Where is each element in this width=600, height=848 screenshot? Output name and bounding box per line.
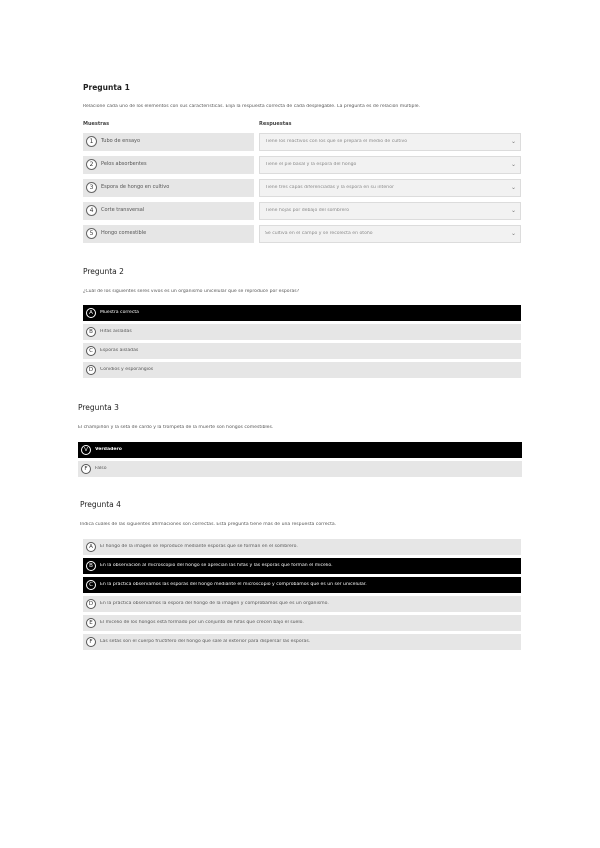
number-badge: 1: [86, 136, 97, 147]
chevron-down-icon: ⌄: [510, 184, 516, 191]
q1-item: [83, 179, 254, 197]
q2-title: Pregunta 2: [83, 267, 124, 276]
q1-answer-select[interactable]: [259, 202, 521, 220]
chevron-down-icon: ⌄: [510, 138, 516, 145]
q1-item-label: Tubo de ensayo: [101, 138, 141, 144]
q1-answer-value: Tiene hojas por debajo del sombrero: [265, 208, 350, 213]
q3-option-true[interactable]: [78, 442, 522, 458]
number-badge: 5: [86, 228, 97, 239]
q2-option-d[interactable]: [83, 362, 521, 378]
q2-option-a[interactable]: [83, 305, 521, 321]
q4-option-e[interactable]: [83, 615, 521, 631]
q1-match-row: [83, 179, 521, 197]
q1-item-label: Corte transversal: [101, 207, 145, 213]
q3-instruction: El champiñón y la seta de cardo y la trompeta de la muerte son hongos comestibles.: [78, 425, 274, 430]
option-text: El hongo de la imagen se reproduce mediante esporas que se forman en el sombrero.: [100, 544, 298, 549]
q2-instruction: ¿Cuál de los siguientes seres vivos es un organismo unicelular que se reproduce por esporas?: [83, 289, 300, 294]
q1-item-label: Espora de hongo en cultivo: [101, 184, 170, 190]
option-letter: C: [86, 580, 96, 590]
q4-option-c[interactable]: [83, 577, 521, 593]
q3-option-false[interactable]: [78, 461, 522, 477]
option-text: Conidios y esporangios: [100, 367, 154, 372]
chevron-down-icon: ⌄: [510, 230, 516, 237]
option-text: Esporas aisladas: [100, 348, 139, 353]
q1-match-row: [83, 156, 521, 174]
option-letter: A: [86, 542, 96, 552]
q1-item: [83, 202, 254, 220]
option-letter: C: [86, 346, 96, 356]
q1-answer-select[interactable]: [259, 179, 521, 197]
q2-option-b[interactable]: [83, 324, 521, 340]
option-letter: D: [86, 365, 96, 375]
option-letter: D: [86, 599, 96, 609]
number-badge: 3: [86, 182, 97, 193]
q1-col-right: Respuestas: [259, 121, 292, 127]
chevron-down-icon: ⌄: [510, 161, 516, 168]
q1-item: [83, 225, 254, 243]
option-text: En la observación al microscopio del hongo se aprecian las hifas y las esporas que forman el micelio.: [100, 563, 333, 568]
chevron-down-icon: ⌄: [510, 207, 516, 214]
q1-title: Pregunta 1: [83, 83, 130, 92]
option-text: Verdadero: [95, 447, 122, 452]
option-letter: F: [86, 637, 96, 647]
q1-answer-value: Tiene los reactivos con los que se prepara el medio de cultivo: [265, 139, 408, 144]
q4-title: Pregunta 4: [80, 500, 121, 509]
q1-answer-select[interactable]: [259, 156, 521, 174]
q1-item-label: Hongo comestible: [101, 230, 147, 236]
option-text: Falso: [95, 466, 107, 471]
q3-title: Pregunta 3: [78, 403, 119, 412]
option-letter: B: [86, 561, 96, 571]
option-letter: F: [81, 464, 91, 474]
option-text: En la práctica observamos la espora del hongo de la imagen y comprobamos que es un organismo.: [100, 601, 329, 606]
q1-answer-value: Se cultiva en el campo y se recolecta en otoño: [265, 231, 373, 236]
q2-option-c[interactable]: [83, 343, 521, 359]
q4-instruction: Indica cuáles de las siguientes afirmaciones son correctas. Esta pregunta tiene más de una respuesta correcta.: [80, 522, 337, 527]
q4-option-b[interactable]: [83, 558, 521, 574]
option-text: Hifas aisladas: [100, 329, 132, 334]
option-text: Las setas son el cuerpo fructífero del hongo que sale al exterior para dispersar las esporas.: [100, 639, 311, 644]
option-text: En la práctica observamos las esporas del hongo mediante el microscopio y comprobamos que es un ser unicelular.: [100, 582, 367, 587]
q1-col-left: Muestras: [83, 121, 110, 127]
q4-option-d[interactable]: [83, 596, 521, 612]
option-letter: V: [81, 445, 91, 455]
option-letter: E: [86, 618, 96, 628]
q1-answer-select[interactable]: [259, 225, 521, 243]
q1-answer-value: Tiene tres capas diferenciadas y la espora en su interior: [265, 185, 395, 190]
q1-answer-select[interactable]: [259, 133, 521, 151]
option-text: El micelio de los hongos está formado por un conjunto de hifas que crecen bajo el suelo.: [100, 620, 304, 625]
option-text: Muestra correcta: [100, 310, 139, 315]
q1-match-row: [83, 202, 521, 220]
q1-instruction: Relacione cada uno de los elementos con sus características. Elija la respuesta correcta de cada desplegable. La pregunta es de relación múltiple.: [83, 104, 421, 109]
q4-option-f[interactable]: [83, 634, 521, 650]
q4-option-a[interactable]: [83, 539, 521, 555]
q1-match-row: [83, 133, 521, 151]
option-letter: A: [86, 308, 96, 318]
number-badge: 4: [86, 205, 97, 216]
option-letter: B: [86, 327, 96, 337]
q1-item: [83, 156, 254, 174]
q1-item: [83, 133, 254, 151]
q1-match-row: [83, 225, 521, 243]
q1-answer-value: Tiene el pie basal y la espora del hongo: [265, 162, 357, 167]
number-badge: 2: [86, 159, 97, 170]
q1-item-label: Pelos absorbentes: [101, 161, 147, 167]
